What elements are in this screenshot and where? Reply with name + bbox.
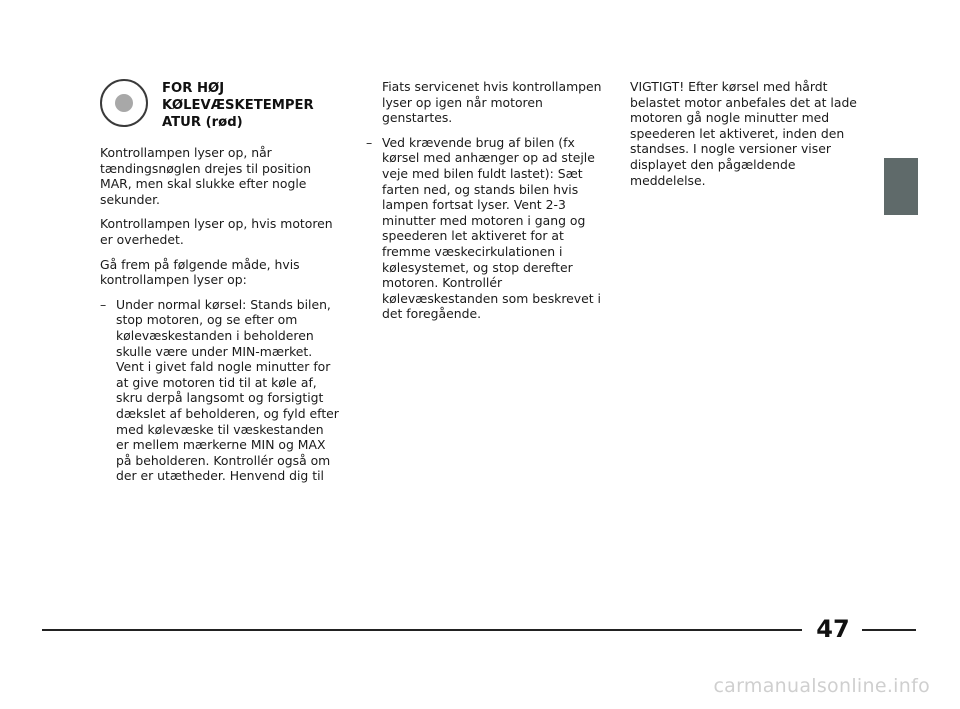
warning-light-dot [115, 94, 133, 112]
list-item [366, 135, 606, 322]
continued-text: Fiats servicenet hvis kontrollampen lyser op igen når motoren genstartes. [382, 79, 602, 126]
list-item-text: Under normal kørsel: Stands bilen, stop motoren, og se efter om kølevæskestanden i beholderen skulle være under MIN-mærket. Vent i givet fald nogle minutter for at give motoren tid til at køle af, skru derpå langsomt og forsigtigt dækslet af beholderen, og fyld efter med kølevæske til væskestanden er mellem mærkerne MIN og MAX på beholderen. Kontrollér også om der er utætheder. Henvend dig til [116, 296, 339, 484]
text-column-2 [366, 79, 606, 331]
footer-rule-left [42, 629, 802, 631]
important-note: VIGTIGT! Efter kørsel med hårdt belastet motor anbefales det at lade motoren gå nogle minutter med speederen let aktiveret, inden den standses. I nogle versioner viser displayet den pågældende meddelelse. [630, 79, 857, 188]
text-column-1 [100, 145, 340, 493]
list-dash: – [366, 134, 373, 150]
section-tab-marker [884, 158, 918, 215]
paragraph: Kontrollampen lyser op, hvis motoren er overhedet. [100, 216, 333, 247]
text-column-3 [630, 79, 860, 197]
paragraph: Kontrollampen lyser op, når tændingsnøglen drejes til position MAR, men skal slukke efter nogle sekunder. [100, 145, 312, 207]
list-dash: – [100, 296, 107, 312]
heading-line: KØLEVÆSKETEMPER [162, 98, 314, 113]
watermark: carmanualsonline.info [713, 675, 930, 697]
footer-rule-right [862, 629, 916, 631]
list-item-text: Ved krævende brug af bilen (fx kørsel med anhænger op ad stejle veje med bilen fuldt lastet): Sæt farten ned, og stands bilen hvis lampen fortsat lyser. Vent 2-3 minutter med motoren i gang og speederen let aktiveret for at fremme væskecirkulationen i kølesystemet, og stop derefter motoren. Kontrollér kølevæskestanden som beskrevet i det foregående. [382, 134, 601, 322]
section-heading [162, 80, 342, 131]
list-item [100, 297, 340, 484]
heading-line: ATUR (rød) [162, 115, 243, 130]
coolant-temperature-warning-light-icon [100, 79, 148, 127]
heading-line: FOR HØJ [162, 81, 225, 96]
page-number: 47 [816, 615, 850, 643]
paragraph: Gå frem på følgende måde, hvis kontrollampen lyser op: [100, 256, 300, 288]
